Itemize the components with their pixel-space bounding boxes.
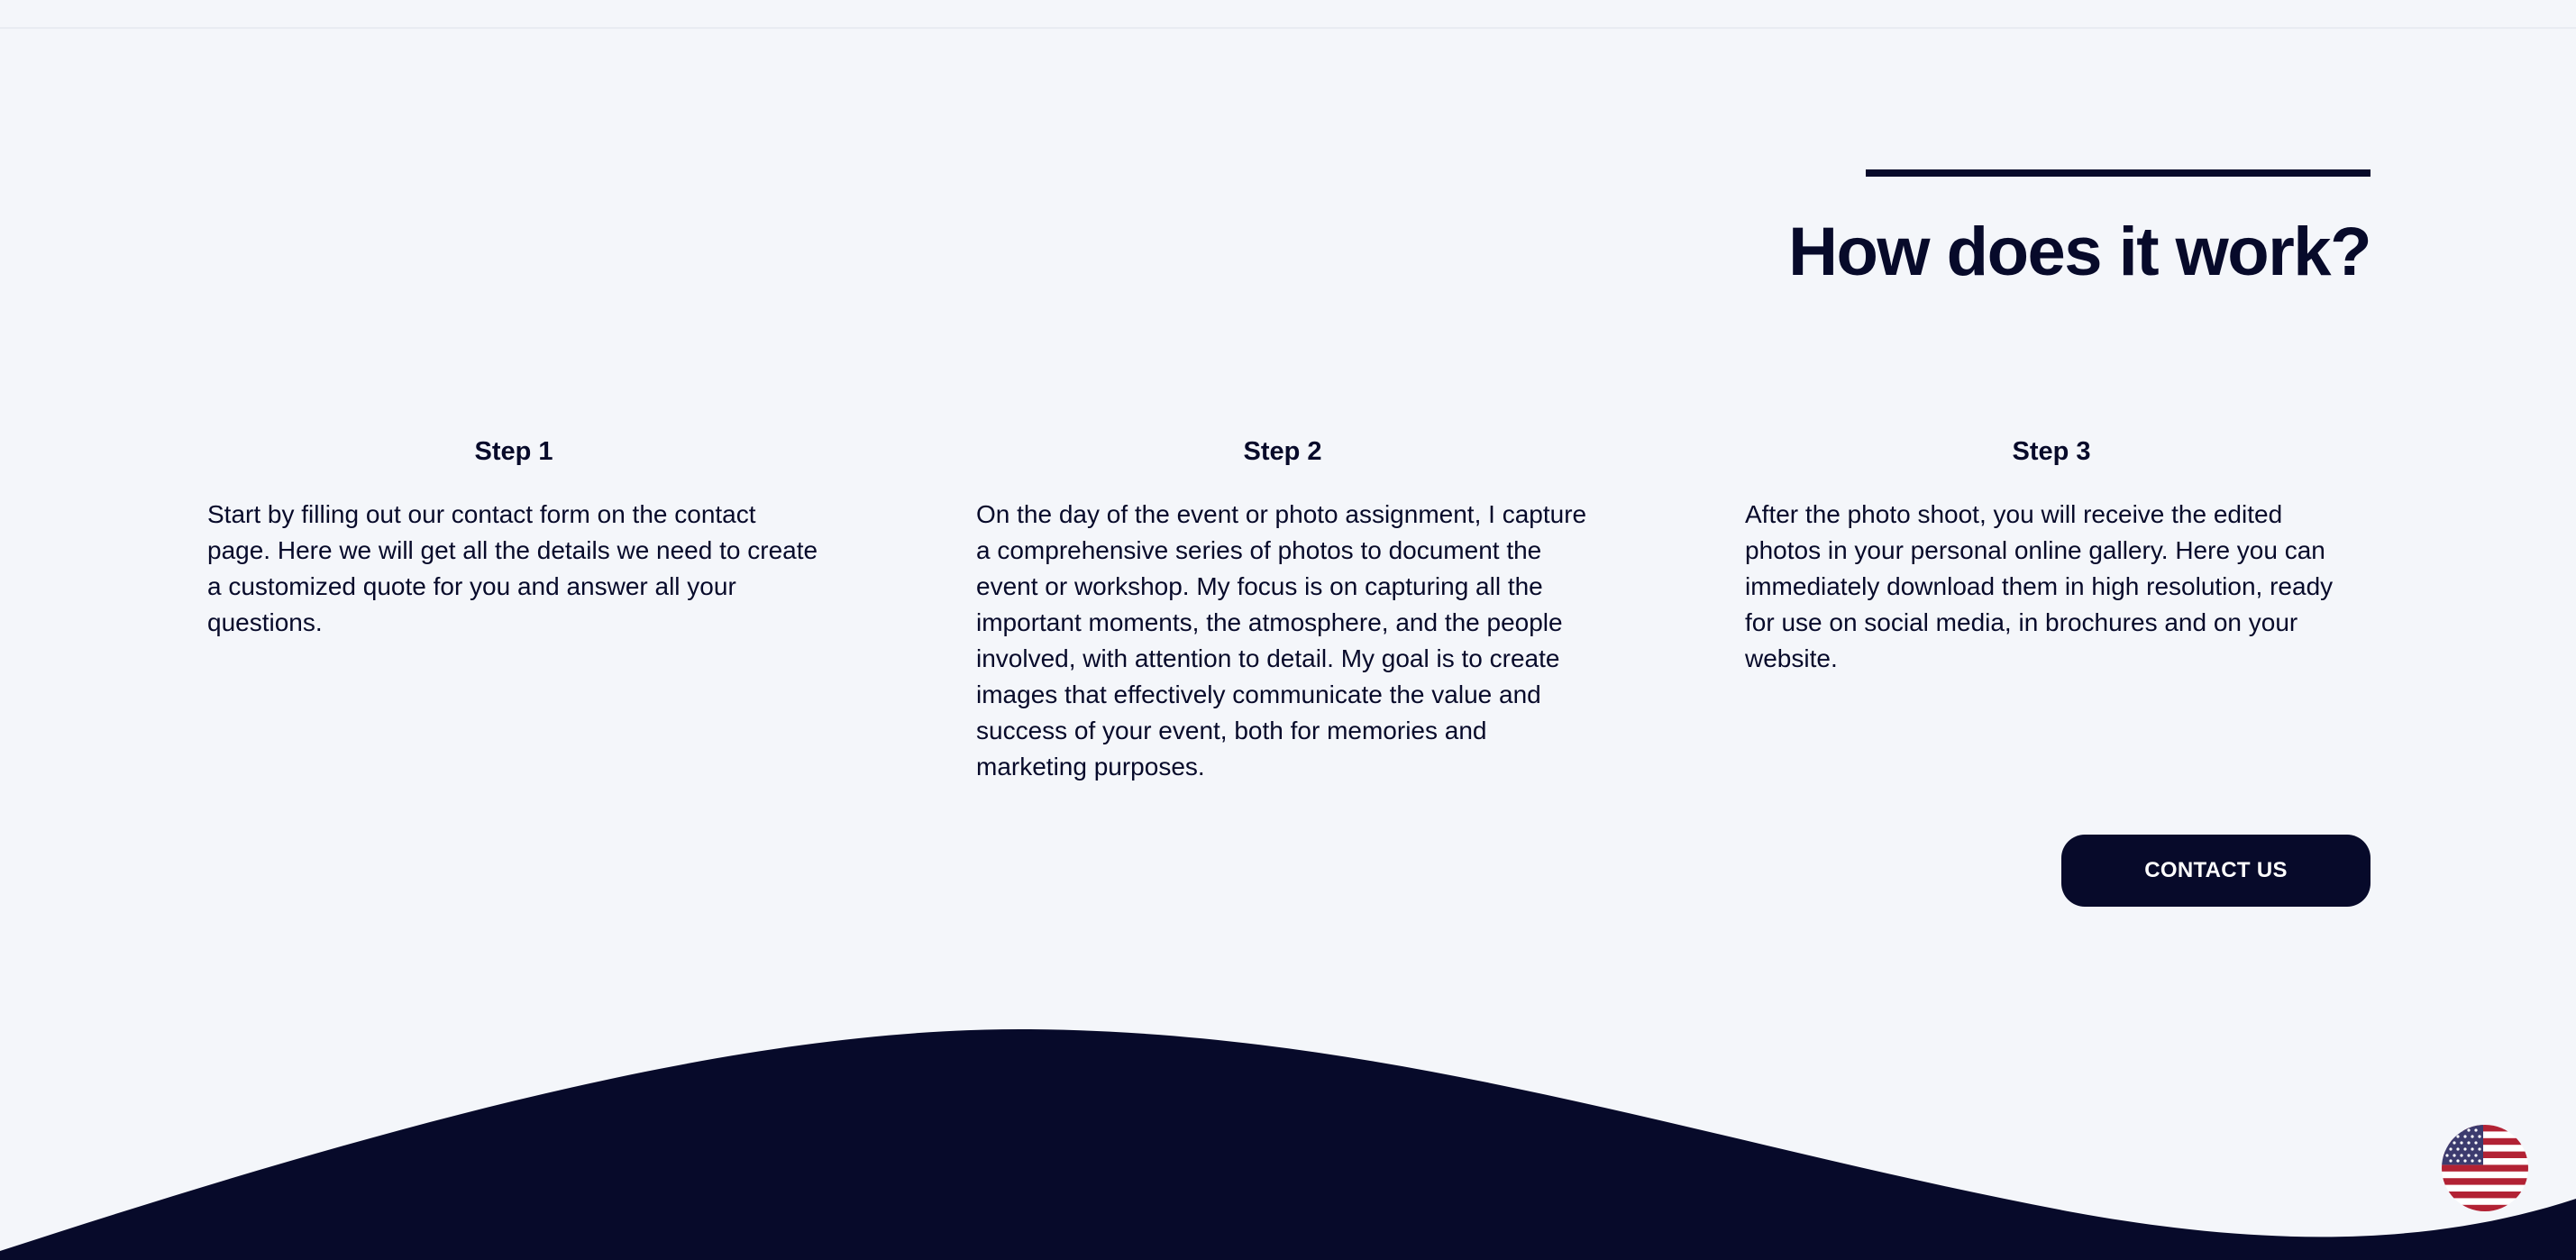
footer-wave [0,991,2576,1260]
step-2-column [976,436,1589,785]
step-2-title: Step 2 [1243,437,1322,466]
step-3-title: Step 3 [2012,437,2091,466]
header-divider [0,27,2576,29]
language-selector[interactable] [2442,1125,2528,1211]
us-flag-icon [2442,1125,2528,1211]
step-3-column [1745,436,2358,677]
contact-us-button[interactable]: CONTACT US [2061,835,2370,907]
section-title: How does it work? [1788,214,2370,290]
step-1-column [207,436,820,641]
step-2-text: On the day of the event or photo assignment, I capture a comprehensive series of photos to document the event or workshop. My focus is on capturing all the important moments, the atmosphere, and the people involved, with attention to detail. My goal is to create images that effectively communicate the value and success of your event, both for memories and marketing purposes. [976,499,1587,781]
step-1-text: Start by filling out our contact form on the contact page. Here we will get all the details we need to create a customized quote for you and answer all your questions. [207,499,818,636]
title-accent-rule [1866,169,2370,177]
step-1-title: Step 1 [474,437,553,466]
step-3-text: After the photo shoot, you will receive the edited photos in your personal online gallery. Here you can immediately download them in high resolution, ready for use on social media, in brochures and on your website. [1745,499,2334,672]
